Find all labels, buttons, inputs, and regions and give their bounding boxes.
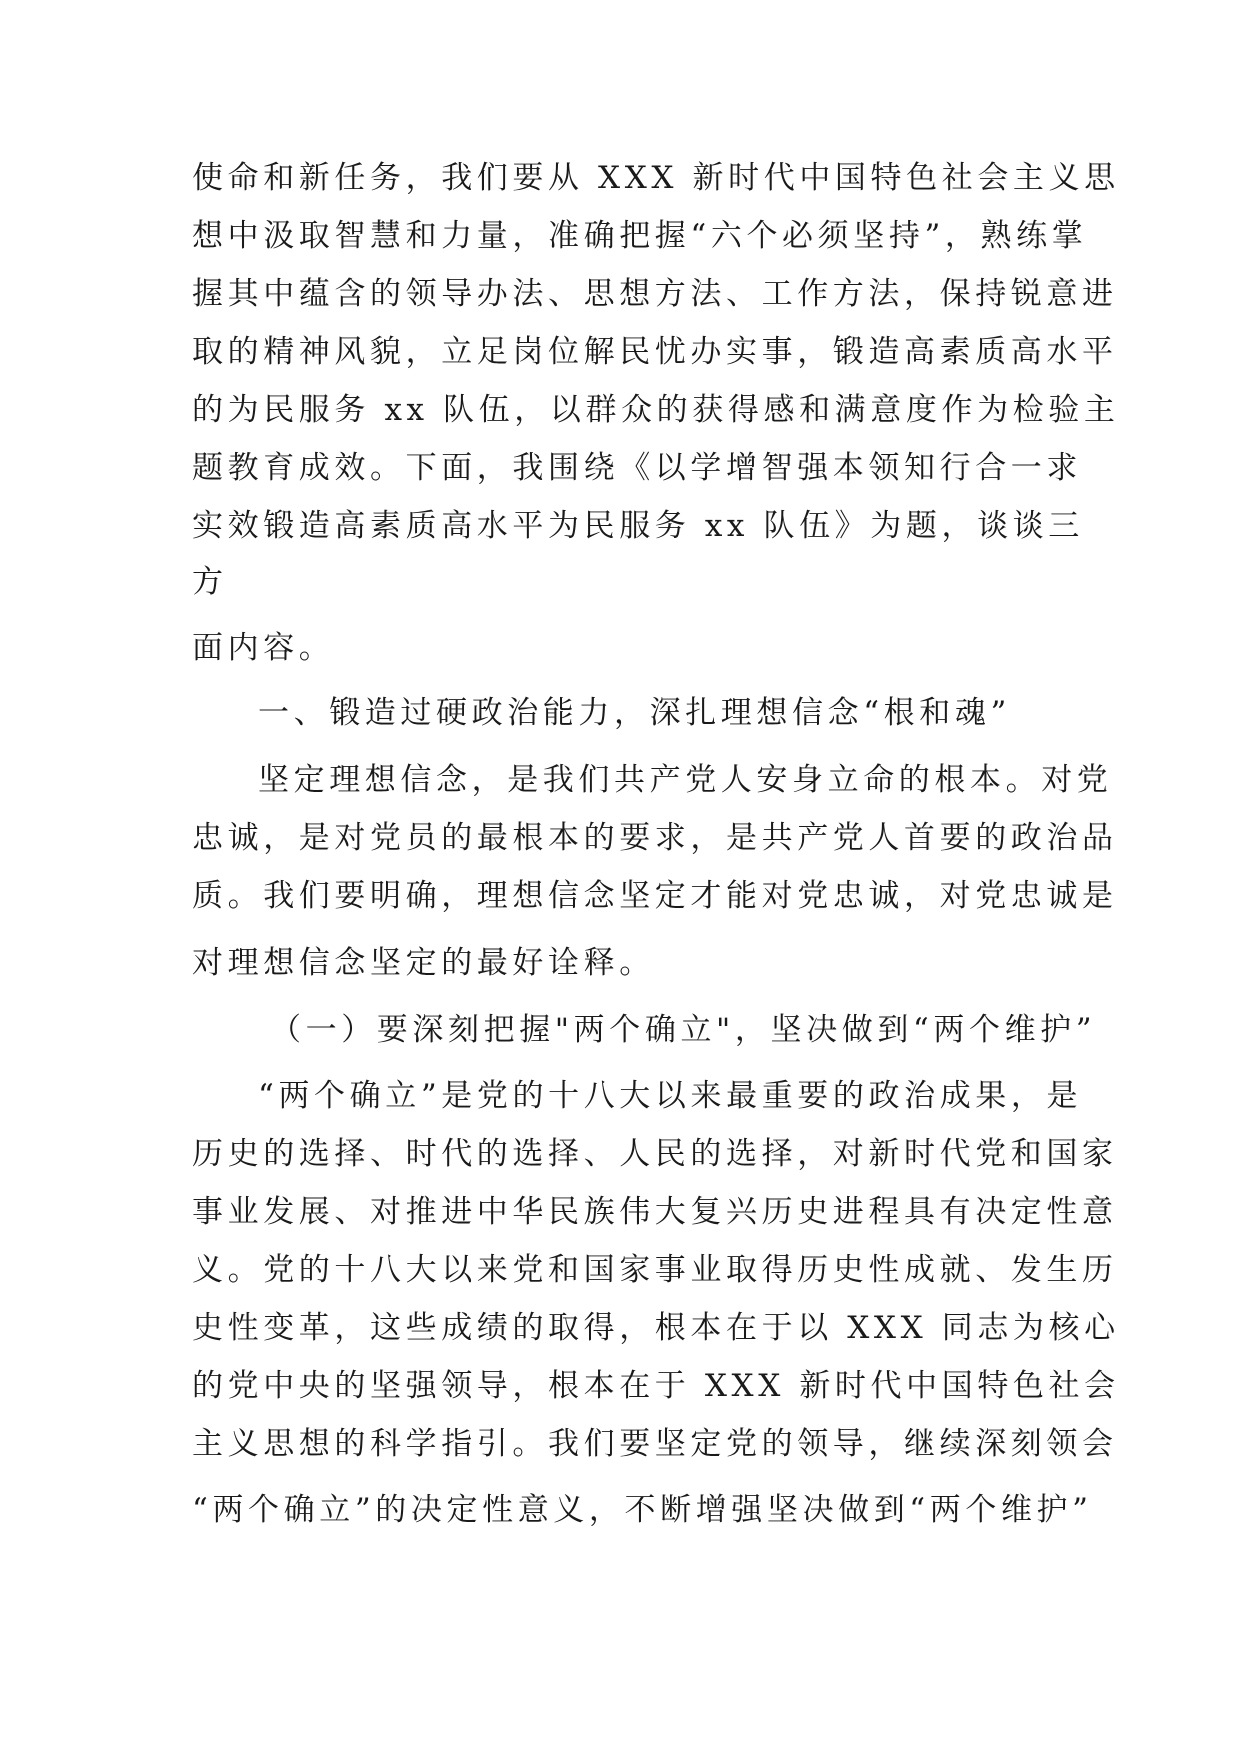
- paragraph-line: 取的精神风貌，立足岗位解民忧办实事，锻造高素质高水平: [192, 334, 1118, 370]
- paragraph-line: 使命和新任务，我们要从 XXX 新时代中国特色社会主义思: [192, 160, 1120, 196]
- paragraph-line: 握其中蕴含的领导办法、思想方法、工作方法，保持锐意进: [192, 276, 1118, 312]
- subsection-heading: （一）要深刻把握"两个确立"，坚决做到“两个维护”: [270, 1012, 1097, 1048]
- paragraph-line: 事业发展、对推进中华民族伟大复兴历史进程具有决定性意: [192, 1194, 1118, 1230]
- paragraph-line: 对理想信念坚定的最好诠释。: [192, 945, 655, 981]
- section-heading: 一、锻造过硬政治能力，深扎理想信念“根和魂”: [258, 695, 1011, 731]
- paragraph-line: “两个确立”是党的十八大以来最重要的政治成果，是: [258, 1078, 1083, 1114]
- paragraph-line: 实效锻造高素质高水平为民服务 xx 队伍》为题，谈谈三: [192, 508, 1084, 544]
- paragraph-line: 坚定理想信念，是我们共产党人安身立命的根本。对党: [258, 762, 1113, 798]
- paragraph-line: 的党中央的坚强领导，根本在于 XXX 新时代中国特色社会: [192, 1368, 1120, 1404]
- paragraph-line: 义。党的十八大以来党和国家事业取得历史性成就、发生历: [192, 1252, 1118, 1288]
- paragraph-line: 史性变革，这些成绩的取得，根本在于以 XXX 同志为核心: [192, 1310, 1120, 1346]
- paragraph-line: 想中汲取智慧和力量，准确把握“六个必须坚持”，熟练掌: [192, 218, 1088, 254]
- paragraph-line: 忠诚，是对党员的最根本的要求，是共产党人首要的政治品: [192, 820, 1118, 856]
- paragraph-line: 质。我们要明确，理想信念坚定才能对党忠诚，对党忠诚是: [192, 878, 1118, 914]
- paragraph-line: 题教育成效。下面，我围绕《以学增智强本领知行合一求: [192, 450, 1082, 486]
- paragraph-line: 的为民服务 xx 队伍，以群众的获得感和满意度作为检验主: [192, 392, 1120, 428]
- paragraph-line: “两个确立”的决定性意义，不断增强坚决做到“两个维护”: [192, 1492, 1093, 1528]
- paragraph-line: 历史的选择、时代的选择、人民的选择，对新时代党和国家: [192, 1136, 1118, 1172]
- paragraph-line: 面内容。: [192, 630, 335, 666]
- paragraph-line: 方: [192, 564, 228, 600]
- paragraph-line: 主义思想的科学指引。我们要坚定党的领导，继续深刻领会: [192, 1426, 1118, 1462]
